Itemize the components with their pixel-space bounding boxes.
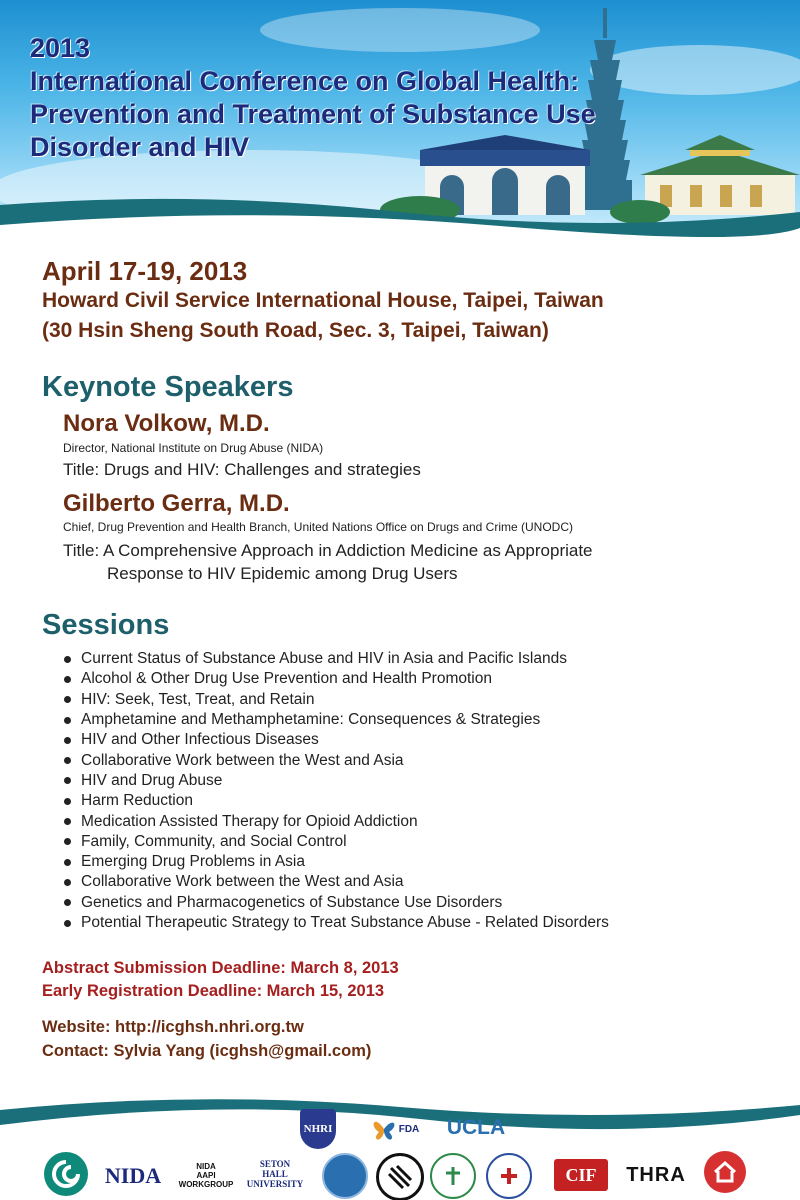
seal-logo-icon [322,1153,368,1199]
list-item [60,730,609,750]
ucla-logo: UCLA [446,1116,506,1139]
title-line: International Conference on Global Health: [30,66,580,96]
bullet-icon [64,838,71,845]
session-label: Potential Therapeutic Strategy to Treat Substance Abuse - Related Disorders [81,914,609,931]
red-cross-seal-logo-icon [486,1153,532,1199]
bullet-icon [64,920,71,927]
bullet-icon [64,656,71,663]
registration-deadline: Early Registration Deadline: March 15, 2013 [42,982,385,1000]
seton-hall-logo: SETON HALL UNIVERSITY [246,1159,304,1189]
sessions-list [60,649,609,933]
list-item [60,791,609,811]
palace-icon [640,135,800,215]
list-item [60,872,609,892]
list-item [60,893,609,913]
swirl-logo-icon [44,1152,88,1196]
session-label: Family, Community, and Social Control [81,832,347,850]
house-logo-icon [704,1151,746,1193]
keynote-heading: Keynote Speakers [42,371,294,403]
title-line: Disorder and HIV [30,132,250,162]
bullet-icon [64,798,71,805]
list-item [60,771,609,791]
speaker-name: Nora Volkow, M.D. [63,410,270,437]
session-label: Alcohol & Other Drug Use Prevention and Health Promotion [81,670,492,688]
list-item [60,690,609,710]
list-item [60,750,609,770]
zebra-seal-logo-icon [376,1153,424,1200]
bullet-icon [64,757,71,764]
header-banner [0,0,800,240]
thra-logo: THRA [626,1163,686,1186]
bullet-icon [64,859,71,866]
event-address: (30 Hsin Sheng South Road, Sec. 3, Taipei, Taiwan) [42,319,549,342]
speaker-role: Chief, Drug Prevention and Health Branch, United Nations Office on Drugs and Crime (UNODC) [63,520,573,534]
bullet-icon [64,899,71,906]
list-item [60,852,609,872]
conference-year: 2013 [30,33,91,63]
speaker-talk-title: Title: Drugs and HIV: Challenges and strategies [63,460,421,479]
cif-logo: CIF [554,1159,608,1191]
bullet-icon [64,818,71,825]
bullet-icon [64,717,71,724]
title-line: Prevention and Treatment of Substance Use [30,99,596,129]
session-label: Genetics and Pharmacogenetics of Substance Use Disorders [81,893,503,911]
list-item [60,913,609,933]
conference-title [30,32,596,164]
session-label: Collaborative Work between the West and Asia [81,873,404,891]
list-item [60,811,609,831]
session-label: Current Status of Substance Abuse and HIV in Asia and Pacific Islands [81,650,567,668]
session-label: HIV: Seek, Test, Treat, and Retain [81,690,315,708]
session-label: HIV and Drug Abuse [81,771,223,789]
bullet-icon [64,777,71,784]
list-item [60,669,609,689]
session-label: Collaborative Work between the West and Asia [81,751,404,769]
nida-aapi-logo: NIDA AAPI WORKGROUP [178,1161,234,1189]
nida-logo: NIDA [104,1163,162,1188]
fda-logo: FDA [366,1111,422,1147]
website-link[interactable]: Website: http://icghsh.nhri.org.tw [42,1018,304,1036]
event-venue: Howard Civil Service International House, Taipei, Taiwan [42,289,604,312]
fda-butterfly-icon [369,1114,399,1144]
session-label: Medication Assisted Therapy for Opioid Addiction [81,812,418,830]
sponsor-footer [0,1085,800,1200]
list-item [60,649,609,669]
bullet-icon [64,737,71,744]
event-date: April 17-19, 2013 [42,256,248,286]
sessions-heading: Sessions [42,609,170,641]
bullet-icon [64,879,71,886]
bullet-icon [64,676,71,683]
speaker-talk-title: Title: A Comprehensive Approach in Addiction Medicine as Appropriate [63,541,593,560]
session-label: Amphetamine and Methamphetamine: Consequences & Strategies [81,711,541,729]
nhri-logo: NHRI [300,1109,336,1149]
session-label: Emerging Drug Problems in Asia [81,853,305,871]
list-item [60,832,609,852]
speaker-name: Gilberto Gerra, M.D. [63,490,290,517]
speaker-role: Director, National Institute on Drug Abuse (NIDA) [63,441,324,455]
session-label: Harm Reduction [81,792,193,810]
green-seal-logo-icon [430,1153,476,1199]
speaker-talk-title: Response to HIV Epidemic among Drug Users [107,564,458,583]
bullet-icon [64,696,71,703]
abstract-deadline: Abstract Submission Deadline: March 8, 2013 [42,959,399,977]
session-label: HIV and Other Infectious Diseases [81,731,319,749]
contact-info: Contact: Sylvia Yang (icghsh@gmail.com) [42,1042,372,1060]
list-item [60,710,609,730]
